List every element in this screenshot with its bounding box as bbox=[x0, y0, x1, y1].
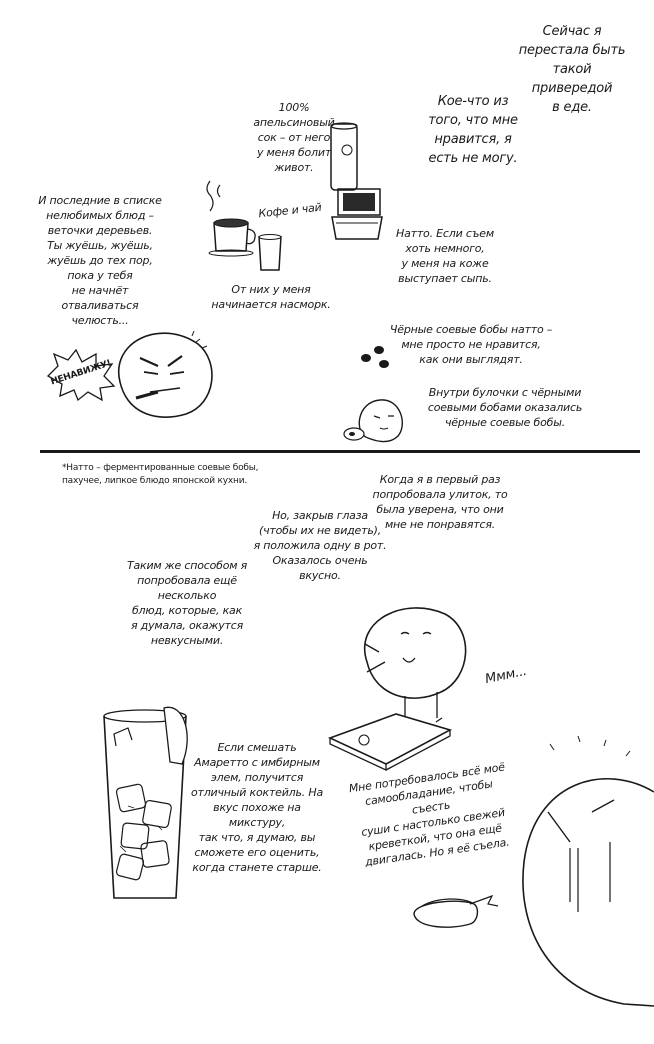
hate-burst-text: НЕНАВИЖУ! bbox=[49, 358, 113, 388]
juice-caption: 100% апельсиновый сок – от него у меня болит живот. bbox=[253, 101, 335, 174]
tea-glass-icon bbox=[256, 234, 286, 274]
runny-nose-caption: От них у меня начинается насморк. bbox=[211, 283, 331, 311]
bun-character-icon bbox=[338, 388, 418, 448]
eating-character-icon bbox=[345, 600, 485, 720]
crying-character-icon bbox=[514, 752, 654, 1012]
black-beans-caption: Чёрные соевые бобы натто – мне просто не нравится, как они выглядят. bbox=[389, 323, 553, 366]
natto-caption: Натто. Если съем хоть немного, у меня на коже выступает сыпь. bbox=[396, 227, 494, 285]
dish-icon bbox=[326, 710, 456, 770]
amaretto-caption: Если смешать Амаретто с имбирным элем, получится отличный коктейль. На вкус похоже на микстуру, так что, я думаю, вы сможете его оценить, когда станете старше. bbox=[190, 741, 323, 874]
natto-footnote: *Натто – ферментированные соевые бобы, пахучее, липкое блюдо японской кухни. bbox=[62, 463, 259, 486]
snails-caption: Когда я в первый раз попробовала улиток, то была уверена, что они мне не понравятся. bbox=[372, 473, 508, 531]
section-divider bbox=[40, 450, 640, 453]
angry-character-icon bbox=[100, 322, 220, 422]
closed-eyes-caption: Но, закрыв глаза (чтобы их не видеть), я положила одну в рот. Оказалось очень вкусно. bbox=[253, 509, 387, 582]
twigs-caption: И последние в списке нелюбимых блюд – веточки деревьев. Ты жуёшь, жуёшь, жуёшь до тех пор, пока у тебя не начнёт отваливаться челюсть... bbox=[38, 194, 162, 327]
shrimp-sushi-icon bbox=[410, 888, 500, 938]
shrimp-caption: Мне потребовалось всё моё самообладание, чтобы съесть суши с настолько свежей креветкой, что она ещё двигалась. Но я её съела. bbox=[348, 760, 511, 869]
bun-caption: Внутри булочки с чёрными соевыми бобами оказались чёрные соевые бобы. bbox=[427, 386, 583, 429]
same-way-caption: Таким же способом я попробовала ещё несколько блюд, которые, как я думала, окажутся невкусными. bbox=[126, 559, 248, 647]
mmm-text: Ммм... bbox=[483, 663, 529, 688]
cocktail-glass-icon bbox=[98, 706, 198, 906]
cant-eat-caption: Кое-что из того, что мне нравится, я есть не могу. bbox=[428, 94, 518, 166]
coffee-cup-icon bbox=[200, 175, 260, 255]
natto-box-icon bbox=[328, 185, 388, 245]
black-beans-icon bbox=[356, 340, 396, 370]
intro-caption: Сейчас я перестала быть такой привередой в еде. bbox=[518, 24, 626, 115]
coffee-label: Кофе и чай bbox=[257, 200, 323, 221]
